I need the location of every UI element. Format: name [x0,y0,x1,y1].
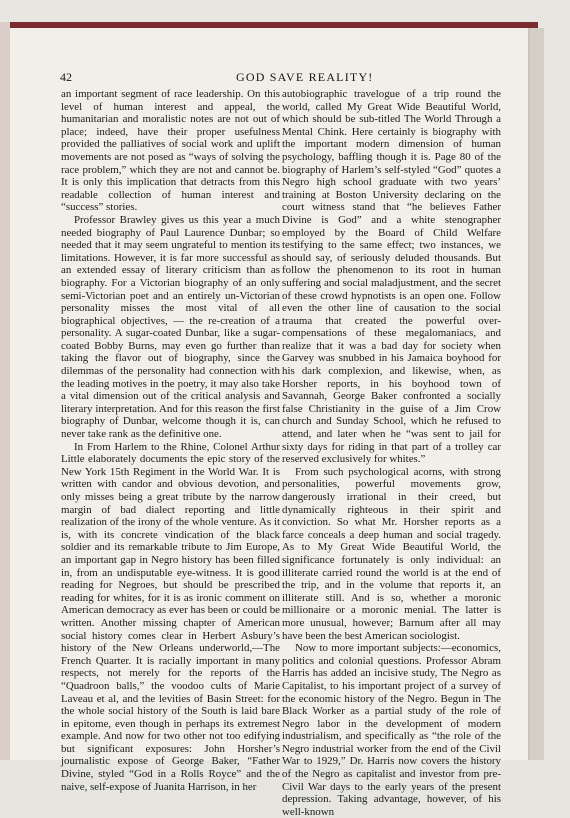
page-number: 42 [60,70,72,84]
paragraph: In From Harlem to the Rhine, Colonel Arthur Little elaborately documents the epic story of the New York 15th Regiment in the World War. It is written with candor and obvious devotion, and only misses being a great tribute by the narrow margin of bad dialect reporting and little realization of the irony of the whole venture. As it is, with its concrete vindication of the black soldier and its remarkable tribute to Jim Europe, an important gap in Negro history has been filled in, from an undisputable eye-witness. It is good reading for Negroes, but should be prescribed reading for whites, for it is as ironic comment on American democracy as ever has been or could be written. Another missing chapter of American social history comes clear in Herbert Asbury’s history of the New Orleans underworld,—The French Quarter. It is racially important in many respects, not merely for the reports of the “Quadroon balls,” the voodoo cults of Marie Laveau et al, and the levities of Basin Street: for the whole social history of the South is laid bare in epitome, even though in perhaps its extremest example. And now for two other not too edifying but significant exposures: John Horsher’s journalistic expose of George Baker, “Father Divine, styled “God in a Rolls Royce” and the naive, self-expose of Juanita Harrison, in her [61,440,280,793]
right-column [282,88,501,818]
paragraph: autobiographic travelogue of a trip round the world, called My Great Wide Beautiful World, which should be sub-titled The World Through a Mental Chink. Here certainly is biography with the important modern dimension of human psychology, baffling though it is. Page 80 of the biography of Harlem’s self-styled “God” quotes a Negro high school graduate with two years’ training at Boston University declaring on the court witness stand that “he believes Father Divine is God” and a white stenographer employed by the Board of Child Welfare testifying to the same effect; two instances, we should say, of seriously deluded thousands. But follow the phenomenon to its root in human suffering and social maladjustment, and the secret of these crowd hypnotists is an open one. Follow even the other line of causation to the social trauma that created the powerful over-compensations of these megalomaniacs, and realize that it was a bad day for society when Garvey was snubbed in his Jamaica boyhood for his dark complexion, and likewise, when, as Horsher reports, in his boyhood town of Savannah, George Baker confronted a socially false Christianity in the guise of a Jim Crow church and Sunday School, which he refused to attend, and later when he “was sent to jail for sixty days for riding in that part of a trolley car reserved exclusively for whites.” [282,88,501,466]
book-binding [0,22,10,760]
paragraph: From such psychological acorns, with strong personalities, powerful movements grow, dangerously irrational in their creed, but dynamically righteous in their spirit and conviction. So what Mr. Horsher reports as a farce conceals a deep human and social tragedy. As to My Great Wide Beautiful World, the significance fortunately is only individual: an illiterate carried round the world is at the end of the trip, and in the volume that reports it, an illiterate still. And is so, whether a moronic millionaire or a moronic menial. The latter is more unusual, however; Barnum after all may have been the best American sociologist. [282,465,501,642]
running-title: GOD SAVE REALITY! [236,70,374,84]
page-header [60,70,520,84]
paragraph: Professor Brawley gives us this year a much needed biography of Paul Laurence Dunbar; so needed that it may seem ungrateful to mention its limitations. However, it is far more successful as an extended essay of literary criticism than as biography. For a Victorian biography of an only semi-Victorian poet and an entirely un-Victorian personality misses the most vital of all biographical objectives, — the re-creation of a personality. A sugar-coated Dunbar, like a sugar-coated Bobby Burns, may even go further than taking the flavor out of biography, since the dilemmas of the personality had connection with the leading motives in the poetry, it may also take a vital dimension out of the critical analysis and literary interpretation. And for this reason the first biography of Dunbar, welcome though it is, can never take rank as the definitive one. [61,213,280,441]
paragraph: Now to more important subjects:—economics, politics and colonial questions. Professor Abram Harris has added an incisive study, The Negro as Capitalist, to his important project of a survey of the economic history of the Negro. Begun in The Black Worker as a partial study of the role of Negro labor in the development of modern industrialism, and specifically as “the role of the Negro industrial worker from the end of the Civil War to 1929,” Dr. Harris now covers the history of the Negro as capitalist and investor from pre-Civil War days to the early years of the present depression. Taking advantage, however, of his well-known [282,642,501,818]
left-column [61,88,280,793]
cover-right-edge [530,28,544,760]
paragraph: an important segment of race leadership. On this level of human interest and appeal, the humanitarian and moralistic notes are not out of place; indeed, have their proper usefulness provided the palliatives of social work and uplift movements are not posed as “ways of solving the race problem,” which they are not and cannot be. It is only this implication that detracts from this readable collection of human interest and “success” stories. [61,88,280,214]
